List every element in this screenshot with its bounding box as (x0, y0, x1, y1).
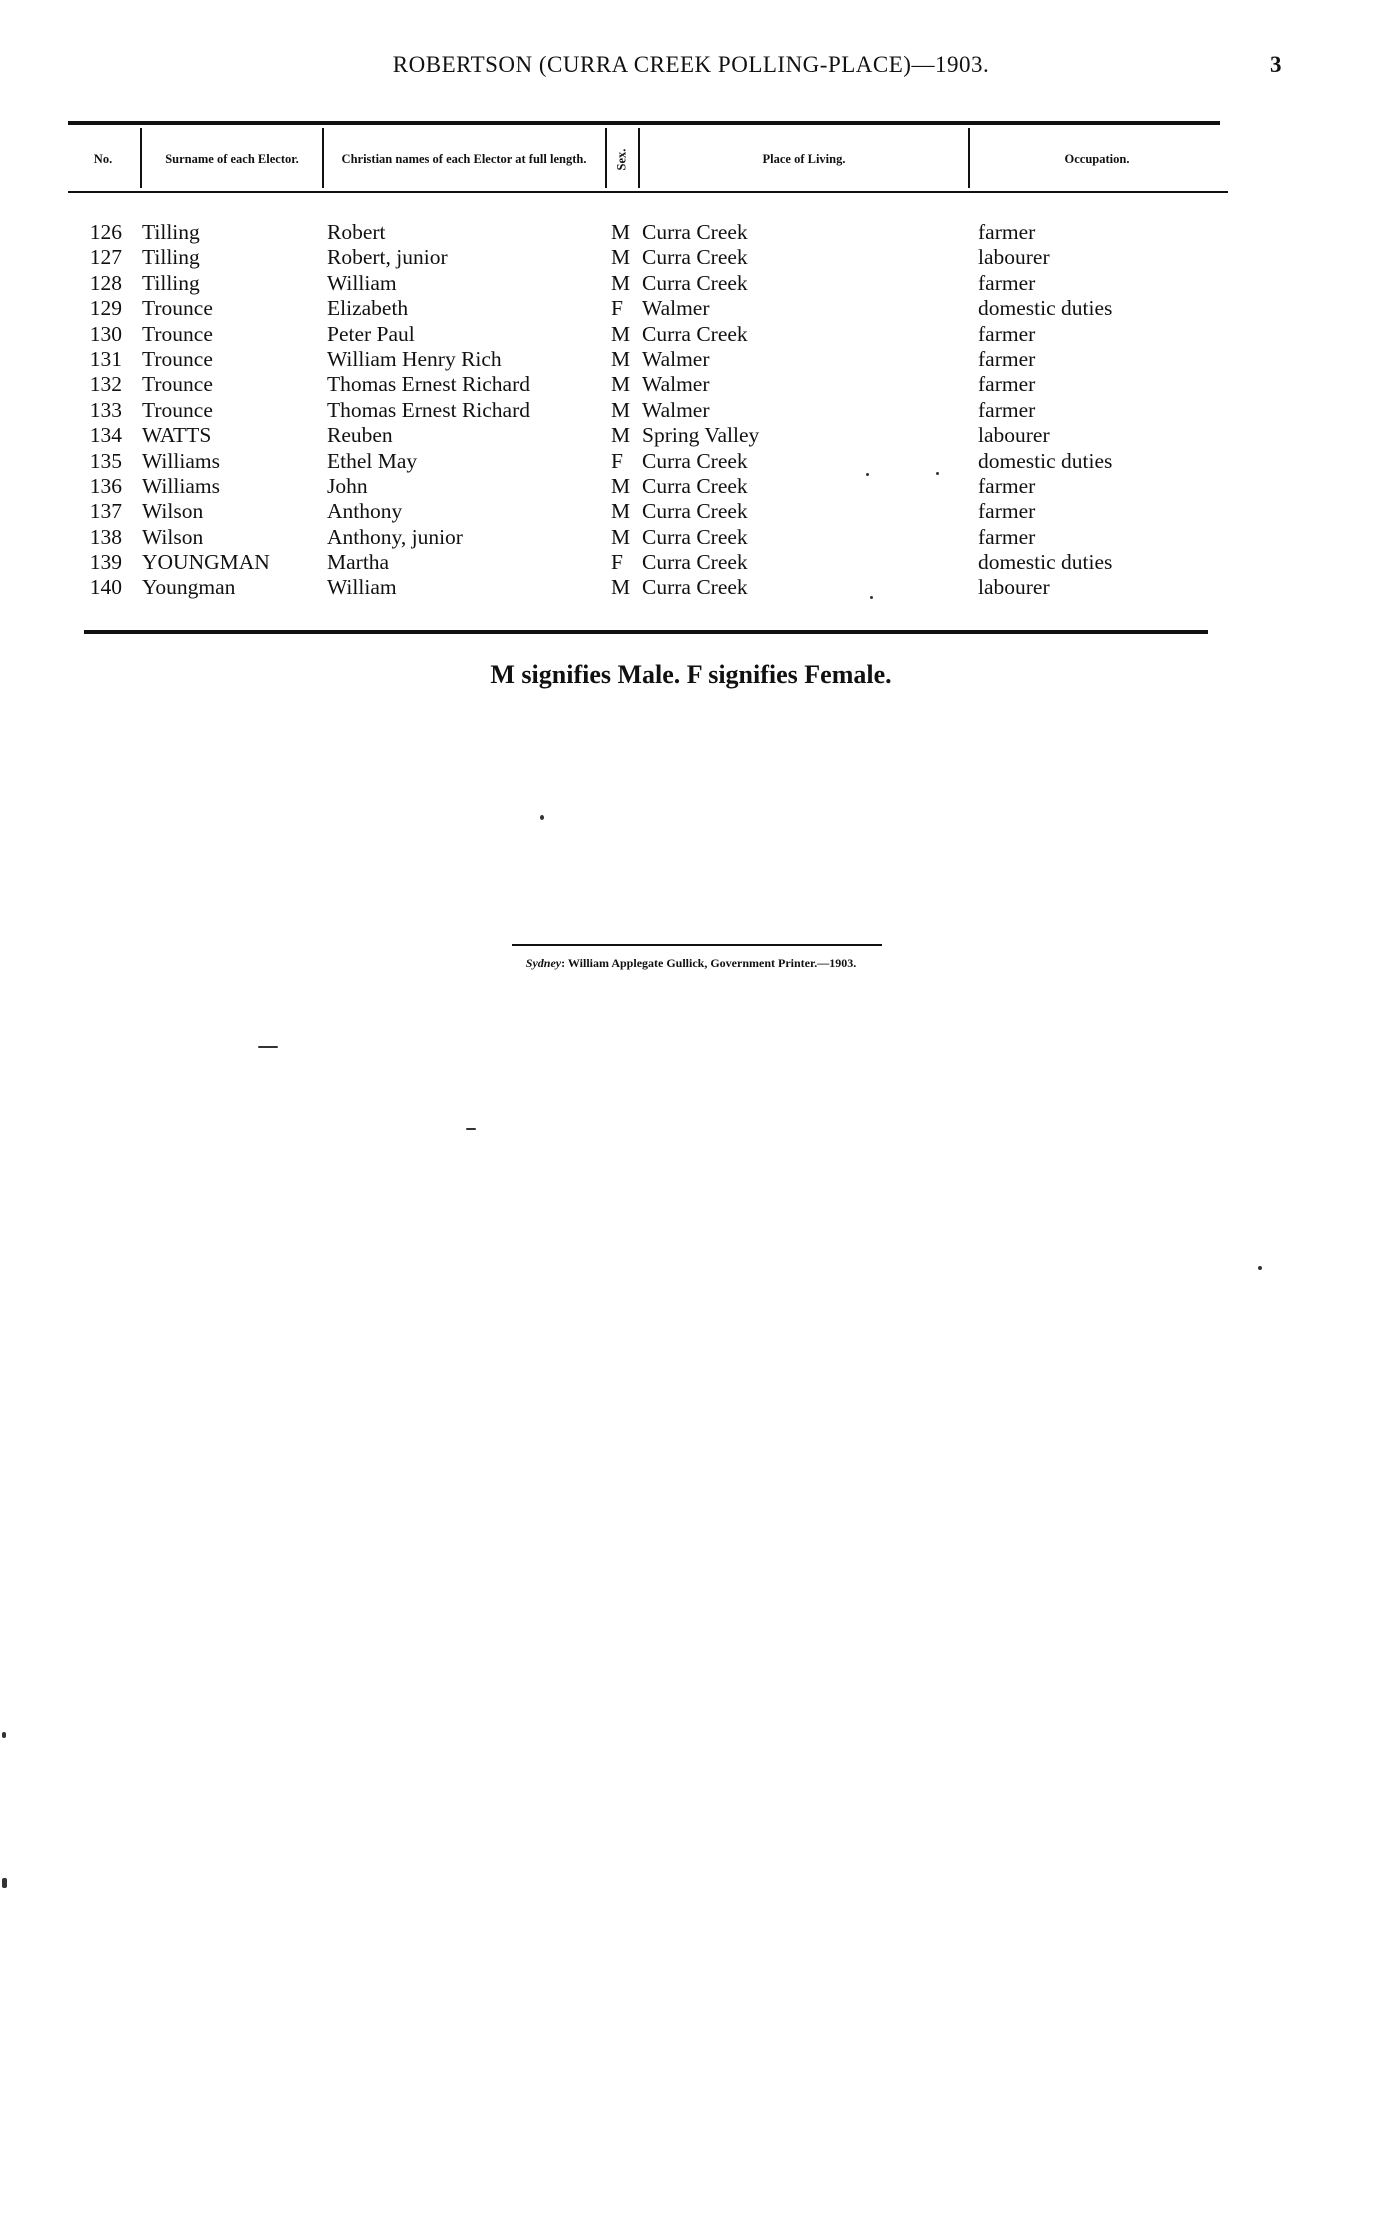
column-header-sex (605, 134, 639, 184)
column-header-occupation: Occupation. (1064, 152, 1130, 166)
column-header-place: Place of Living. (762, 152, 846, 166)
cell-surname: WATTS (142, 423, 212, 448)
scan-speck (540, 815, 544, 820)
table-body (0, 220, 1382, 601)
table-row (0, 499, 1382, 524)
imprint-text: : William Applegate Gullick, Government Printer.—1903. (561, 956, 857, 970)
cell-sex: M (611, 524, 631, 549)
scan-speck (866, 473, 869, 476)
cell-occupation: farmer (978, 397, 1036, 422)
cell-christian-names: Martha (327, 550, 390, 575)
cell-no: 139 (89, 550, 122, 575)
table-row (0, 322, 1382, 347)
cell-occupation: farmer (978, 499, 1036, 524)
cell-sex: M (611, 423, 631, 448)
cell-occupation: domestic duties (978, 448, 1113, 473)
cell-occupation: farmer (978, 473, 1036, 498)
column-divider (968, 128, 970, 188)
cell-occupation: farmer (978, 372, 1036, 397)
cell-christian-names: William (327, 575, 397, 600)
sex-legend: M signifies Male. F signifies Female. (490, 660, 892, 689)
cell-christian-names: William Henry Rich (327, 346, 502, 371)
scan-speck (1258, 1266, 1262, 1270)
column-header-no: No. (93, 152, 113, 166)
cell-no: 137 (89, 499, 122, 524)
cell-place-of-living: Curra Creek (642, 270, 748, 295)
table-row (0, 296, 1382, 321)
cell-place-of-living: Curra Creek (642, 575, 748, 600)
cell-surname: Trounce (142, 296, 213, 321)
cell-place-of-living: Walmer (642, 397, 710, 422)
cell-surname: Youngman (142, 575, 236, 600)
table-row (0, 525, 1382, 550)
table-row (0, 220, 1382, 245)
table-row (0, 474, 1382, 499)
cell-no: 140 (89, 575, 122, 600)
table-row (0, 575, 1382, 600)
page-title: ROBERTSON (CURRA CREEK POLLING-PLACE)—1903. (392, 52, 990, 77)
cell-no: 133 (89, 397, 122, 422)
table-row (0, 271, 1382, 296)
table-row (0, 372, 1382, 397)
cell-surname: Tilling (142, 245, 200, 270)
cell-occupation: domestic duties (978, 296, 1113, 321)
cell-surname: Trounce (142, 321, 213, 346)
cell-no: 127 (89, 245, 122, 270)
cell-occupation: farmer (978, 524, 1036, 549)
cell-sex: M (611, 499, 631, 524)
cell-sex: F (611, 296, 623, 321)
cell-occupation: domestic duties (978, 550, 1113, 575)
cell-sex: M (611, 245, 631, 270)
cell-christian-names: John (327, 473, 368, 498)
table-row (0, 550, 1382, 575)
scan-speck (936, 472, 939, 475)
cell-no: 126 (89, 220, 122, 244)
imprint-city: Sydney (525, 956, 562, 970)
cell-occupation: farmer (978, 270, 1036, 295)
cell-sex: M (611, 346, 631, 371)
cell-occupation: labourer (978, 575, 1050, 600)
cell-occupation: labourer (978, 423, 1050, 448)
cell-surname: Trounce (142, 372, 213, 397)
cell-occupation: farmer (978, 220, 1036, 244)
cell-christian-names: Ethel May (327, 448, 418, 473)
cell-sex: M (611, 321, 631, 346)
cell-surname: Wilson (142, 524, 204, 549)
cell-place-of-living: Curra Creek (642, 321, 748, 346)
cell-surname: Williams (142, 473, 220, 498)
column-header-sex-label: Sex. (614, 148, 629, 170)
cell-no: 136 (89, 473, 122, 498)
cell-surname: Tilling (142, 270, 200, 295)
cell-christian-names: Thomas Ernest Richard (327, 372, 531, 397)
cell-surname: Trounce (142, 346, 213, 371)
cell-sex: M (611, 575, 631, 600)
cell-sex: M (611, 473, 631, 498)
column-divider (322, 128, 324, 188)
table-top-rule (68, 121, 1220, 125)
cell-no: 131 (89, 346, 122, 371)
cell-no: 128 (89, 270, 122, 295)
cell-christian-names: Anthony (327, 499, 403, 524)
cell-sex: M (611, 270, 631, 295)
printer-imprint (0, 956, 1382, 971)
table-header-rule (68, 191, 1228, 193)
cell-no: 134 (89, 423, 122, 448)
table-row (0, 347, 1382, 372)
cell-occupation: farmer (978, 346, 1036, 371)
cell-sex: F (611, 448, 623, 473)
cell-surname: Trounce (142, 397, 213, 422)
column-divider (140, 128, 142, 188)
imprint-rule (512, 944, 882, 946)
scan-speck (258, 1046, 278, 1048)
cell-sex: M (611, 397, 631, 422)
table-bottom-rule (84, 630, 1208, 634)
cell-place-of-living: Walmer (642, 372, 710, 397)
cell-christian-names: Elizabeth (327, 296, 409, 321)
cell-place-of-living: Walmer (642, 346, 710, 371)
scan-speck (870, 596, 873, 599)
cell-christian-names: William (327, 270, 397, 295)
table-row (0, 423, 1382, 448)
cell-no: 132 (89, 372, 122, 397)
scan-speck (2, 1878, 7, 1888)
cell-surname: Tilling (142, 220, 200, 244)
cell-place-of-living: Curra Creek (642, 550, 748, 575)
cell-christian-names: Peter Paul (327, 321, 415, 346)
page-number: 3 (1270, 52, 1282, 77)
cell-place-of-living: Curra Creek (642, 448, 748, 473)
cell-place-of-living: Curra Creek (642, 524, 748, 549)
column-header-christian-names: Christian names of each Elector at full length. (341, 152, 587, 166)
cell-surname: YOUNGMAN (142, 550, 270, 575)
table-row (0, 449, 1382, 474)
cell-surname: Williams (142, 448, 220, 473)
column-header-surname: Surname of each Elector. (165, 152, 299, 166)
cell-christian-names: Robert, junior (327, 245, 448, 270)
cell-christian-names: Anthony, junior (327, 524, 463, 549)
table-row (0, 398, 1382, 423)
cell-occupation: labourer (978, 245, 1050, 270)
table-row (0, 245, 1382, 270)
cell-no: 129 (89, 296, 122, 321)
cell-place-of-living: Spring Valley (642, 423, 760, 448)
scan-speck (2, 1732, 6, 1738)
cell-place-of-living: Curra Creek (642, 499, 748, 524)
cell-christian-names: Thomas Ernest Richard (327, 397, 531, 422)
cell-place-of-living: Walmer (642, 296, 710, 321)
cell-place-of-living: Curra Creek (642, 473, 748, 498)
cell-surname: Wilson (142, 499, 204, 524)
scan-speck (466, 1128, 476, 1130)
cell-place-of-living: Curra Creek (642, 245, 748, 270)
cell-sex: M (611, 372, 631, 397)
cell-no: 138 (89, 524, 122, 549)
cell-occupation: farmer (978, 321, 1036, 346)
cell-no: 130 (89, 321, 122, 346)
cell-christian-names: Robert (327, 220, 386, 244)
cell-no: 135 (89, 448, 122, 473)
cell-place-of-living: Curra Creek (642, 220, 748, 244)
cell-sex: F (611, 550, 623, 575)
cell-sex: M (611, 220, 631, 244)
cell-christian-names: Reuben (327, 423, 393, 448)
